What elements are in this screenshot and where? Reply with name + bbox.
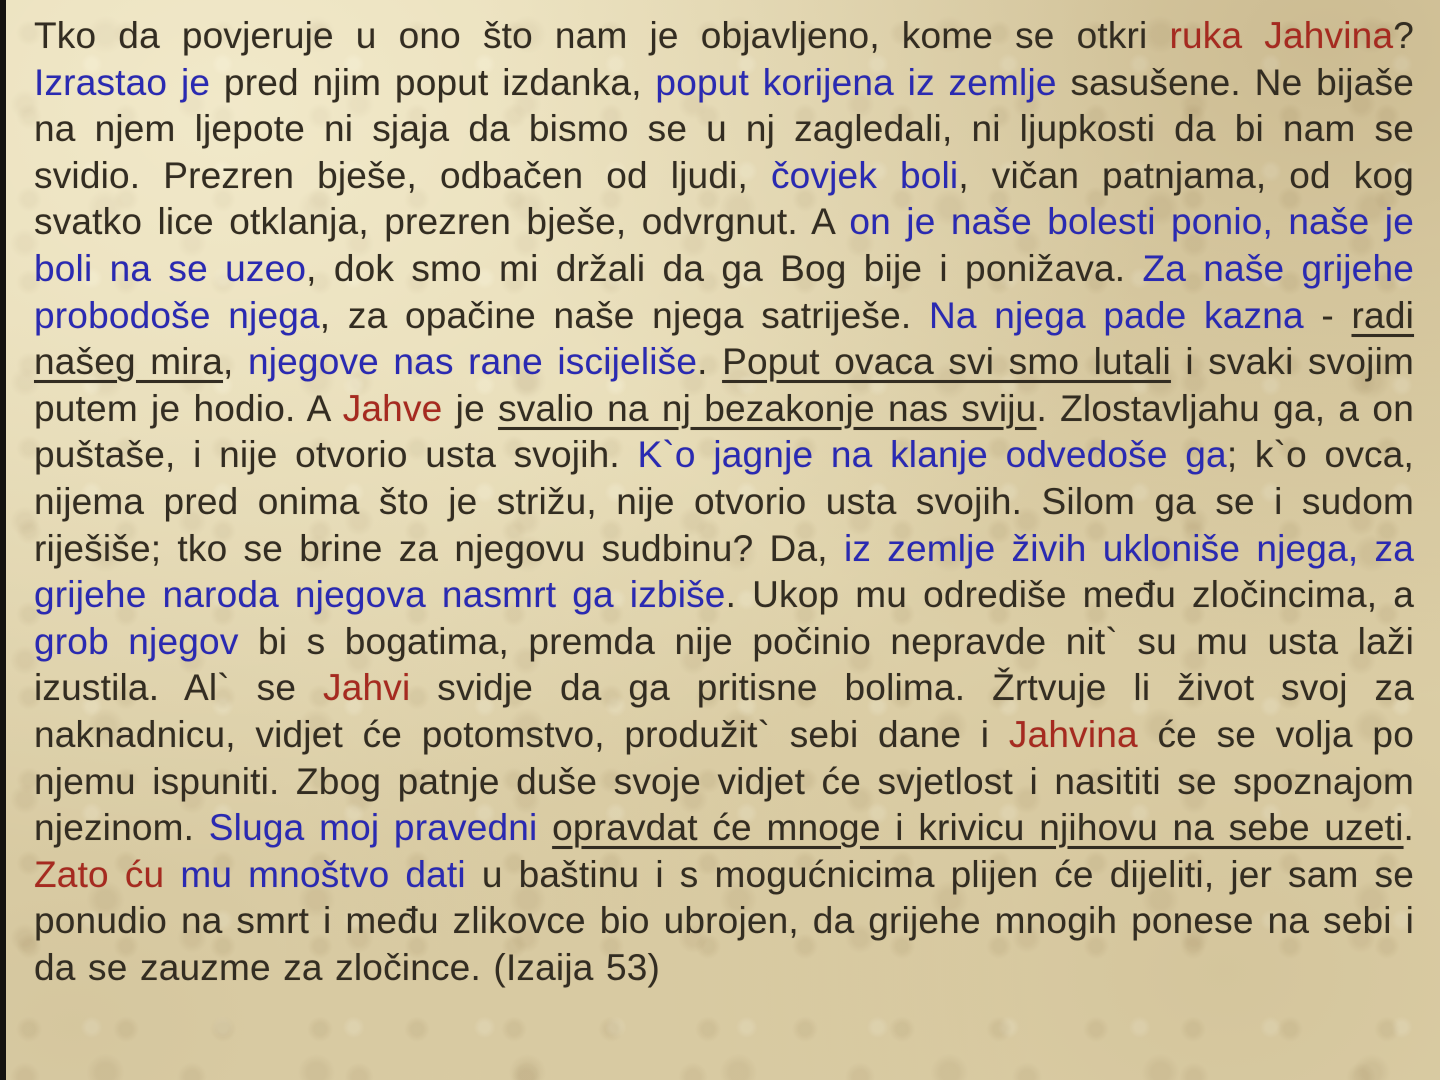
text-segment-blue: čovjek boli xyxy=(770,154,959,196)
text-segment: bi s bogatima, premda nije počinio nepravde nit` su mu usta laži izustila. Al` se xyxy=(34,620,1414,709)
scripture-text xyxy=(34,13,1414,991)
text-segment-underlined: radi našeg mira xyxy=(34,294,1415,383)
text-segment-blue: K`o jagnje na klanje odvedoše ga xyxy=(637,434,1227,476)
slide-canvas xyxy=(6,0,1440,1080)
text-segment: svidje da ga pritisne bolima. Žrtvuje li život svoj za naknadnicu, vidjet će potomstvo, produžit` sebi dane i xyxy=(34,667,1414,755)
text-segment: , dok smo mi držali da ga Bog bije i ponižava. xyxy=(306,247,1143,289)
text-segment-underlined: svalio na nj bezakonje nas sviju xyxy=(498,387,1037,429)
text-segment-blue: poput korijena iz zemlje xyxy=(655,61,1057,103)
text-segment-blue: iz zemlje živih ukloniše njega, za grijehe naroda njegova nasmrt ga izbiše xyxy=(34,527,1415,616)
text-segment-blue: njegove nas rane iscijeliše xyxy=(247,341,698,383)
text-segment: , za opačine naše njega satriješe. xyxy=(319,294,929,336)
text-segment-blue: mu mnoštvo dati xyxy=(180,853,466,895)
text-segment: u baštinu i s mogućnicima plijen će dijeliti, jer sam se ponudio na smrt i među zlikovce bio ubrojen, da grijehe mnogih ponese na sebi i da se zauzme za zločince. xyxy=(34,853,1415,988)
text-segment: je xyxy=(442,387,499,429)
text-segment-blue: Izrastao je xyxy=(34,61,211,103)
text-segment: . Ukop mu odrediše među zločincima, a xyxy=(725,574,1414,616)
text-segment xyxy=(164,854,180,895)
text-segment: . xyxy=(1403,807,1415,849)
text-segment: i svaki svojim putem je hodio. A xyxy=(34,341,1415,429)
text-segment-underlined: Poput ovaca svi smo lutali xyxy=(722,341,1171,383)
text-segment: će se volja po njemu ispuniti. Zbog patnje duše svoje vidjet će svjetlost i nasititi se spoznajom njezinom. xyxy=(34,713,1414,849)
text-segment: . Zlostavljahu ga, a on puštaše, i nije otvorio usta svojih. xyxy=(34,387,1414,476)
text-segment-blue: on je naše bolesti ponio, naše je boli na se uzeo xyxy=(34,201,1414,289)
text-segment-blue: Sluga moj pravedni xyxy=(208,807,538,849)
text-segment-red: ruka Jahvina xyxy=(1169,15,1394,56)
text-segment: - xyxy=(1303,294,1352,336)
text-segment-red: Jahvi xyxy=(323,667,411,709)
text-segment-red: Jahve xyxy=(342,387,443,429)
text-segment: Tko da povjeruje u ono što nam je objavljeno, kome se otkri xyxy=(34,15,1170,56)
text-segment: , vičan patnjama, od kog svatko lice otklanja, prezren bješe, odvrgnut. A xyxy=(34,154,1415,243)
text-segment: ; k`o ovca, nijema pred onima što je strižu, nije otvorio usta svojih. Silom ga se i sudom riješiše; tko se brine za njegovu sudbinu? Da, xyxy=(34,434,1414,569)
text-segment: . xyxy=(697,341,723,383)
text-segment: pred njim poput izdanka, xyxy=(210,61,656,103)
citation: (Izaija 53) xyxy=(493,946,661,988)
text-segment-underlined: opravdat će mnoge i krivicu njihovu na sebe uzeti xyxy=(552,807,1404,849)
text-segment-red: Zato ću xyxy=(34,853,165,895)
text-segment-red: Jahvina xyxy=(1008,713,1138,755)
text-segment: ? xyxy=(1393,15,1414,56)
text-segment-blue: Za naše grijehe probodoše njega xyxy=(34,247,1415,336)
text-segment: sasušene. Ne bijaše na njem ljepote ni sjaja da bismo se u nj zagledali, ni ljupkosti da bi nam se svidio. Prezren bješe, odbačen od ljudi, xyxy=(34,61,1414,196)
text-segment-blue: grob njegov xyxy=(34,620,239,662)
text-segment xyxy=(537,807,552,848)
text-segment-blue: Na njega pade kazna xyxy=(928,294,1304,336)
text-segment: , xyxy=(223,341,248,383)
